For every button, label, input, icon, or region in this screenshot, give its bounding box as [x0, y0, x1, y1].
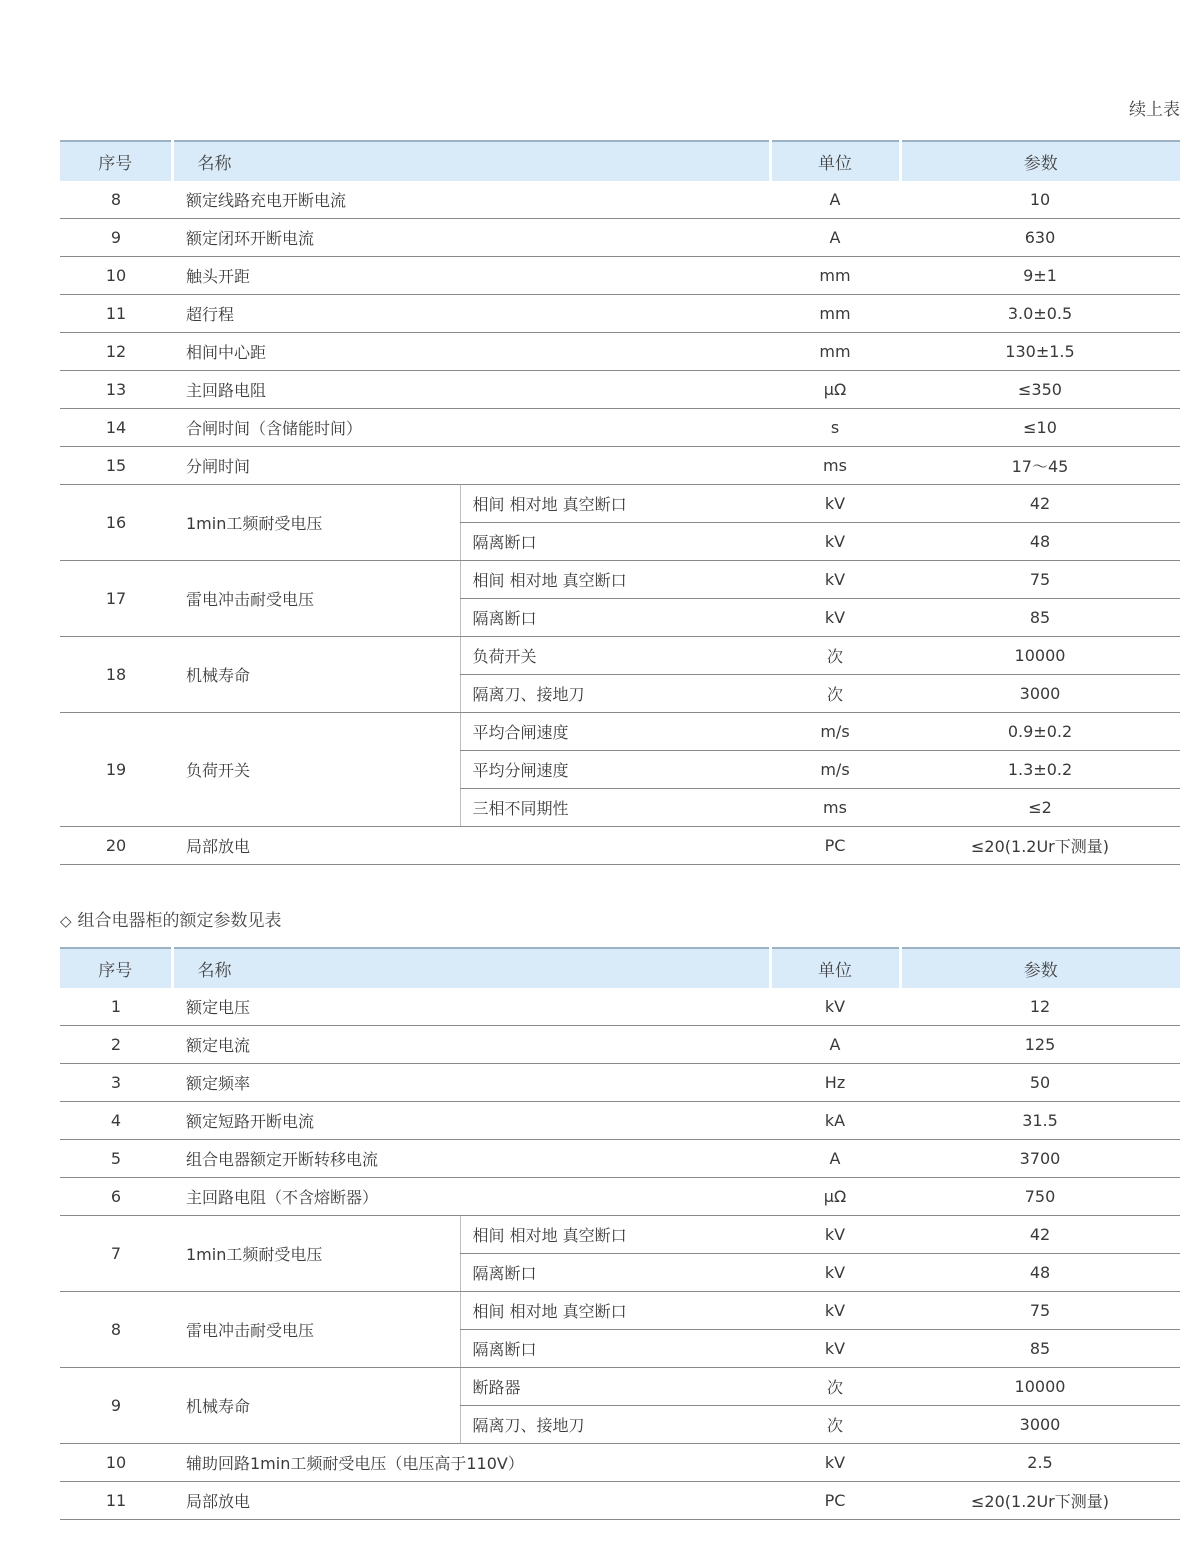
table-row: [60, 257, 1180, 295]
row-name: 额定闭环开断电流: [172, 219, 770, 257]
row-param: 10000: [900, 637, 1180, 675]
table-row: [60, 1368, 1180, 1406]
table-row: [60, 447, 1180, 485]
row-number: 9: [60, 1368, 172, 1444]
row-number: 4: [60, 1102, 172, 1140]
row-name: 超行程: [172, 295, 770, 333]
row-name: 机械寿命: [172, 1368, 460, 1444]
row-number: 9: [60, 219, 172, 257]
table-row: [60, 561, 1180, 599]
table-row: [60, 988, 1180, 1026]
table-row: [60, 181, 1180, 219]
row-unit: kV: [770, 485, 900, 523]
row-unit: kV: [770, 523, 900, 561]
row-unit: PC: [770, 1482, 900, 1520]
row-param: 2.5: [900, 1444, 1180, 1482]
row-param: 130±1.5: [900, 333, 1180, 371]
row-param: 630: [900, 219, 1180, 257]
row-param: 17～45: [900, 447, 1180, 485]
row-number: 15: [60, 447, 172, 485]
row-name: 触头开距: [172, 257, 770, 295]
row-unit: kV: [770, 1292, 900, 1330]
row-param: 85: [900, 1330, 1180, 1368]
row-param: 3000: [900, 1406, 1180, 1444]
row-param: 75: [900, 1292, 1180, 1330]
row-unit: PC: [770, 827, 900, 865]
row-param: 1.3±0.2: [900, 751, 1180, 789]
row-unit: μΩ: [770, 1178, 900, 1216]
row-unit: m/s: [770, 751, 900, 789]
row-subitem: 断路器: [460, 1368, 770, 1406]
row-subitem: 相间 相对地 真空断口: [460, 485, 770, 523]
header-unit: 单位: [770, 948, 900, 988]
row-unit: m/s: [770, 713, 900, 751]
spec-table-2: [60, 947, 1180, 1520]
row-subitem: 隔离断口: [460, 1330, 770, 1368]
row-name: 组合电器额定开断转移电流: [172, 1140, 770, 1178]
row-param: 50: [900, 1064, 1180, 1102]
row-unit: ms: [770, 447, 900, 485]
row-name: 负荷开关: [172, 713, 460, 827]
row-unit: kV: [770, 988, 900, 1026]
table-row: [60, 1482, 1180, 1520]
row-name: 机械寿命: [172, 637, 460, 713]
row-param: 3700: [900, 1140, 1180, 1178]
table-row: [60, 1216, 1180, 1254]
row-subitem: 平均分闸速度: [460, 751, 770, 789]
row-param: 85: [900, 599, 1180, 637]
row-subitem: 隔离刀、接地刀: [460, 1406, 770, 1444]
row-unit: kV: [770, 1254, 900, 1292]
header-no: 序号: [60, 948, 172, 988]
table-row: [60, 827, 1180, 865]
row-number: 16: [60, 485, 172, 561]
row-unit: kV: [770, 599, 900, 637]
row-subitem: 隔离刀、接地刀: [460, 675, 770, 713]
table-row: [60, 333, 1180, 371]
row-subitem: 相间 相对地 真空断口: [460, 1292, 770, 1330]
header-name: 名称: [172, 141, 770, 181]
row-subitem: 三相不同期性: [460, 789, 770, 827]
row-number: 18: [60, 637, 172, 713]
row-name: 辅助回路1min工频耐受电压（电压高于110V）: [172, 1444, 770, 1482]
diamond-icon: ◇: [60, 912, 72, 930]
row-number: 1: [60, 988, 172, 1026]
row-unit: mm: [770, 257, 900, 295]
row-name: 额定电压: [172, 988, 770, 1026]
table-row: [60, 371, 1180, 409]
row-number: 10: [60, 257, 172, 295]
row-unit: kV: [770, 1330, 900, 1368]
table-row: [60, 1064, 1180, 1102]
row-name: 局部放电: [172, 827, 770, 865]
row-name: 合闸时间（含储能时间）: [172, 409, 770, 447]
row-name: 雷电冲击耐受电压: [172, 561, 460, 637]
row-name: 1min工频耐受电压: [172, 485, 460, 561]
row-name: 局部放电: [172, 1482, 770, 1520]
row-number: 2: [60, 1026, 172, 1064]
row-unit: kV: [770, 561, 900, 599]
table-row: [60, 1292, 1180, 1330]
table-row: [60, 637, 1180, 675]
row-param: 12: [900, 988, 1180, 1026]
row-param: 48: [900, 523, 1180, 561]
row-number: 8: [60, 181, 172, 219]
row-unit: 次: [770, 1406, 900, 1444]
row-unit: mm: [770, 333, 900, 371]
table-row: [60, 1102, 1180, 1140]
row-subitem: 平均合闸速度: [460, 713, 770, 751]
table-row: [60, 1178, 1180, 1216]
row-param: ≤350: [900, 371, 1180, 409]
row-name: 1min工频耐受电压: [172, 1216, 460, 1292]
row-number: 10: [60, 1444, 172, 1482]
row-unit: kV: [770, 1444, 900, 1482]
header-unit: 单位: [770, 141, 900, 181]
row-subitem: 隔离断口: [460, 599, 770, 637]
row-unit: A: [770, 1140, 900, 1178]
row-number: 3: [60, 1064, 172, 1102]
row-name: 主回路电阻（不含熔断器）: [172, 1178, 770, 1216]
row-param: 31.5: [900, 1102, 1180, 1140]
row-subitem: 相间 相对地 真空断口: [460, 1216, 770, 1254]
table-row: [60, 295, 1180, 333]
row-param: ≤20(1.2Ur下测量): [900, 1482, 1180, 1520]
row-unit: A: [770, 1026, 900, 1064]
spec-table-1: [60, 140, 1180, 865]
section-title: [60, 906, 282, 931]
row-unit: μΩ: [770, 371, 900, 409]
row-subitem: 隔离断口: [460, 1254, 770, 1292]
table-row: [60, 219, 1180, 257]
row-param: 9±1: [900, 257, 1180, 295]
table-row: [60, 485, 1180, 523]
continued-label: 续上表: [1129, 100, 1180, 120]
row-subitem: 隔离断口: [460, 523, 770, 561]
row-number: 19: [60, 713, 172, 827]
row-number: 6: [60, 1178, 172, 1216]
row-number: 17: [60, 561, 172, 637]
row-param: 10: [900, 181, 1180, 219]
row-param: 48: [900, 1254, 1180, 1292]
row-name: 雷电冲击耐受电压: [172, 1292, 460, 1368]
row-name: 额定电流: [172, 1026, 770, 1064]
row-param: 42: [900, 1216, 1180, 1254]
row-name: 额定线路充电开断电流: [172, 181, 770, 219]
row-param: 125: [900, 1026, 1180, 1064]
row-number: 7: [60, 1216, 172, 1292]
row-name: 额定频率: [172, 1064, 770, 1102]
row-param: ≤2: [900, 789, 1180, 827]
row-subitem: 相间 相对地 真空断口: [460, 561, 770, 599]
table-row: [60, 409, 1180, 447]
row-param: 75: [900, 561, 1180, 599]
row-number: 11: [60, 295, 172, 333]
row-param: 10000: [900, 1368, 1180, 1406]
table-row: [60, 713, 1180, 751]
row-name: 额定短路开断电流: [172, 1102, 770, 1140]
row-unit: 次: [770, 675, 900, 713]
row-param: 3.0±0.5: [900, 295, 1180, 333]
section-title-text: 组合电器柜的额定参数见表: [77, 911, 282, 931]
row-param: 3000: [900, 675, 1180, 713]
row-number: 8: [60, 1292, 172, 1368]
row-unit: A: [770, 181, 900, 219]
row-param: ≤20(1.2Ur下测量): [900, 827, 1180, 865]
row-param: 0.9±0.2: [900, 713, 1180, 751]
row-number: 12: [60, 333, 172, 371]
row-number: 5: [60, 1140, 172, 1178]
header-param: 参数: [900, 141, 1180, 181]
row-param: 42: [900, 485, 1180, 523]
row-unit: A: [770, 219, 900, 257]
row-subitem: 负荷开关: [460, 637, 770, 675]
row-unit: 次: [770, 637, 900, 675]
row-name: 主回路电阻: [172, 371, 770, 409]
header-name: 名称: [172, 948, 770, 988]
row-number: 13: [60, 371, 172, 409]
table-header-row: [60, 948, 1180, 988]
row-name: 相间中心距: [172, 333, 770, 371]
row-number: 14: [60, 409, 172, 447]
header-param: 参数: [900, 948, 1180, 988]
row-unit: kA: [770, 1102, 900, 1140]
table-row: [60, 1140, 1180, 1178]
row-unit: Hz: [770, 1064, 900, 1102]
row-unit: s: [770, 409, 900, 447]
table-row: [60, 1444, 1180, 1482]
header-no: 序号: [60, 141, 172, 181]
row-unit: ms: [770, 789, 900, 827]
row-number: 11: [60, 1482, 172, 1520]
row-unit: kV: [770, 1216, 900, 1254]
table-header-row: [60, 141, 1180, 181]
row-unit: mm: [770, 295, 900, 333]
row-name: 分闸时间: [172, 447, 770, 485]
row-number: 20: [60, 827, 172, 865]
row-unit: 次: [770, 1368, 900, 1406]
row-param: 750: [900, 1178, 1180, 1216]
table-row: [60, 1026, 1180, 1064]
row-param: ≤10: [900, 409, 1180, 447]
